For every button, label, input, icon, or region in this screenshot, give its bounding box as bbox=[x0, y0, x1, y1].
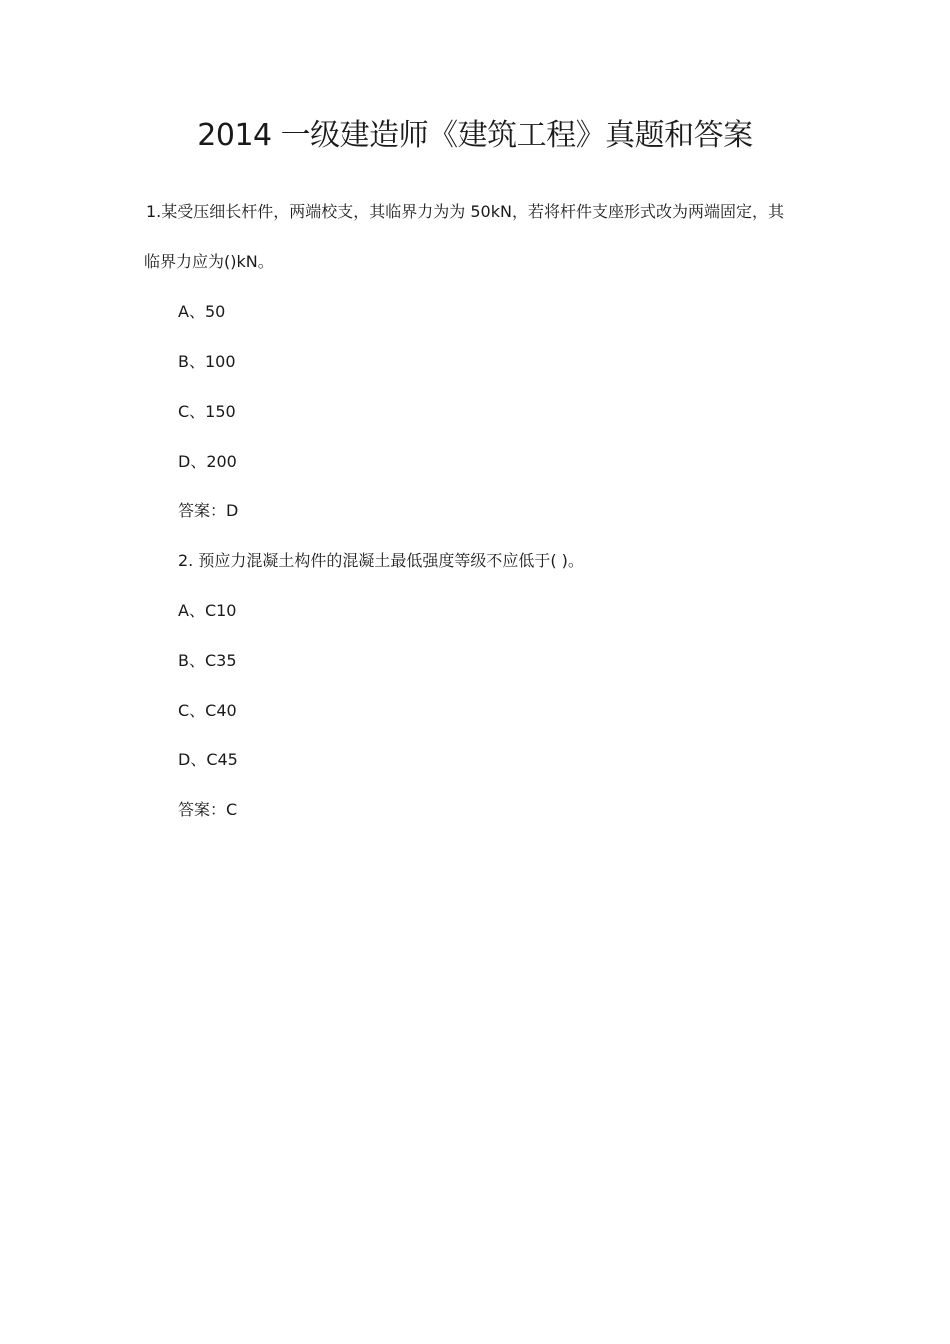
question-1-stem-line-1: 1.某受压细长杆件，两端校支，其临界力为为 50kN，若将杆件支座形式改为两端固定，其 bbox=[146, 202, 784, 221]
question-2-option-a: A、C10 bbox=[178, 601, 237, 620]
question-2-answer: 答案：C bbox=[178, 800, 238, 819]
question-2-option-c: C、C40 bbox=[178, 701, 237, 720]
question-1-option-b: B、100 bbox=[178, 352, 236, 371]
question-2-option-d: D、C45 bbox=[178, 750, 238, 769]
question-2-option-b: B、C35 bbox=[178, 651, 237, 670]
question-1-option-d: D、200 bbox=[178, 452, 237, 471]
question-1-answer: 答案：D bbox=[178, 501, 239, 520]
question-1-stem-line-2: 临界力应为()kN。 bbox=[144, 252, 274, 271]
question-2-stem-line-1: 2. 预应力混凝土构件的混凝土最低强度等级不应低于( )。 bbox=[178, 551, 584, 570]
document-title: 2014 一级建造师《建筑工程》真题和答案 bbox=[197, 118, 753, 153]
question-1-option-a: A、50 bbox=[178, 302, 226, 321]
question-1-option-c: C、150 bbox=[178, 402, 236, 421]
